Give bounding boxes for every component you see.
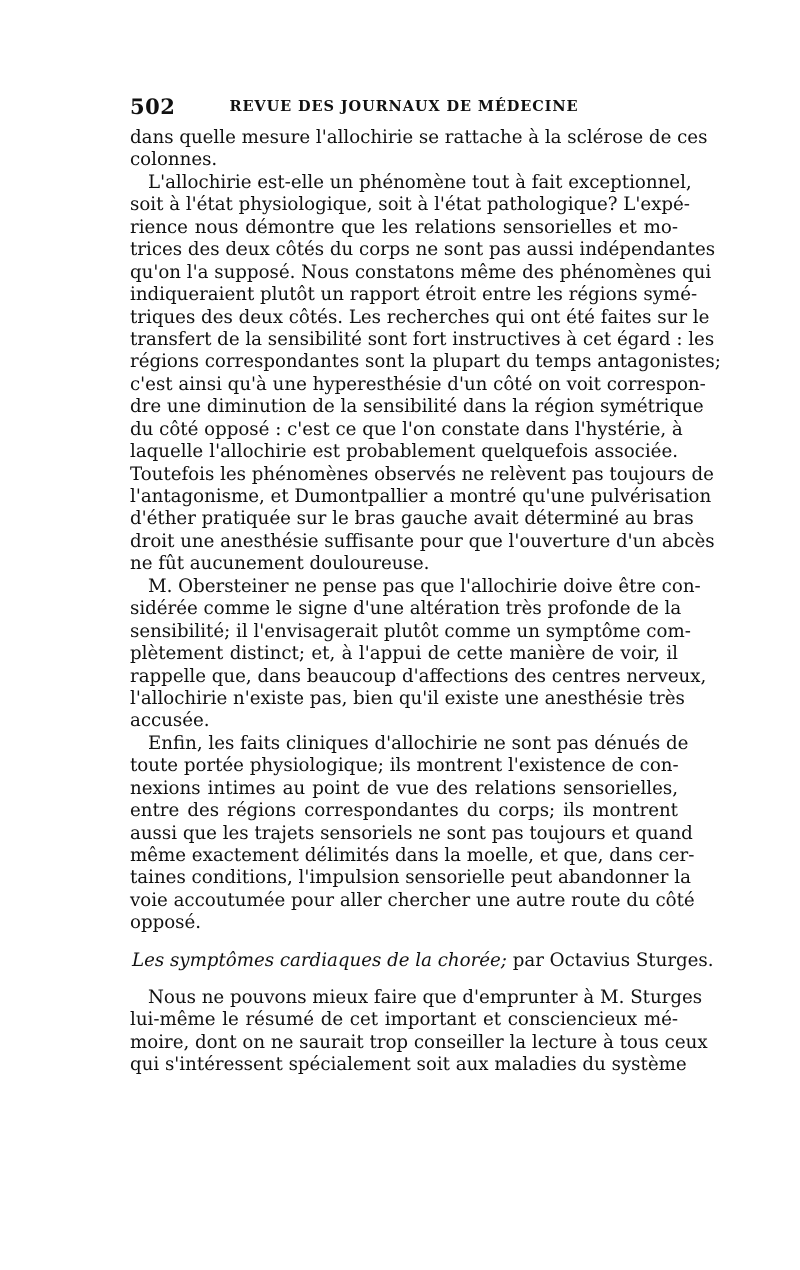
text-line: toute portée physiologique; ils montrent l'existence de con- — [130, 755, 679, 777]
section-title-italic: Les symptômes cardiaques de la chorée; — [132, 949, 507, 971]
text-line: qui s'intéressent spécialement soit aux maladies du système — [130, 1054, 687, 1076]
text-line: droit une anesthésie suffisante pour que l'ouverture d'un abcès — [130, 530, 715, 552]
paragraph-2 — [130, 171, 721, 576]
text-line: opposé. — [130, 912, 202, 934]
text-line: taines conditions, l'impulsion sensorielle peut abandonner la — [130, 867, 691, 889]
text-line: dans quelle mesure l'allochirie se rattache à la sclérose de ces — [130, 127, 708, 148]
text-line: rappelle que, dans beaucoup d'affections des centres nerveux, — [130, 665, 707, 687]
text-line: indiqueraient plutôt un rapport étroit entre les régions symé- — [130, 284, 698, 306]
spacer — [130, 973, 678, 987]
section-title-author: par Octavius Sturges. — [506, 949, 714, 971]
text-line: c'est ainsi qu'à une hyperesthésie d'un côté on voit correspon- — [130, 373, 706, 395]
running-head: REVUE DES JOURNAUX DE MÉDECINE — [229, 98, 579, 115]
text-line: du côté opposé : c'est ce que l'on constate dans l'hystérie, à — [130, 418, 683, 440]
page-header — [130, 94, 678, 119]
text-line: nexions intimes au point de vue des relations sensorielles, — [130, 777, 678, 799]
text-line: Toutefois les phénomènes observés ne relèvent pas toujours de — [130, 463, 714, 485]
paragraph-1 — [130, 127, 708, 172]
section-title — [130, 949, 714, 973]
text-line: sensibilité; il l'envisagerait plutôt comme un symptôme com- — [130, 620, 691, 642]
text-line: ne fût aucunement douloureuse. — [130, 553, 430, 575]
body-text — [130, 127, 721, 1077]
text-line: régions correspondantes sont la plupart du temps antagonistes; — [130, 351, 721, 373]
text-line: moire, dont on ne saurait trop conseiller la lecture à tous ceux — [130, 1031, 708, 1053]
text-line: triques des deux côtés. Les recherches qui ont été faites sur le — [130, 306, 710, 328]
text-line: sidérée comme le signe d'une altération très profonde de la — [130, 598, 682, 620]
text-line: même exactement délimités dans la moelle, et que, dans cer- — [130, 845, 695, 866]
paragraph-4 — [130, 732, 695, 935]
page-number: 502 — [130, 94, 176, 119]
text-line: d'éther pratiquée sur le bras gauche avait déterminé au bras — [130, 508, 694, 530]
text-line: transfert de la sensibilité sont fort instructives à cet égard : les — [130, 328, 715, 350]
text-line: Enfin, les faits cliniques d'allochirie ne sont pas dénués de — [148, 732, 689, 754]
text-line: lui-même le résumé de cet important et consciencieux mé- — [130, 1009, 678, 1031]
paragraph-5 — [130, 986, 708, 1077]
spacer — [130, 935, 678, 949]
text-line: entre des régions correspondantes du corps; ils montrent — [130, 800, 678, 822]
text-line: L'allochirie est-elle un phénomène tout à fait exceptionnel, — [148, 171, 692, 193]
text-line: l'antagonisme, et Dumontpallier a montré qu'une pulvérisation — [130, 486, 712, 507]
text-line: plètement distinct; et, à l'appui de cette manière de voir, il — [130, 643, 678, 665]
text-line: qu'on l'a supposé. Nous constatons même des phénomènes qui — [130, 261, 712, 283]
text-line: colonnes. — [130, 149, 218, 171]
text-line: voie accoutumée pour aller chercher une autre route du côté — [130, 889, 695, 911]
text-line: dre une diminution de la sensibilité dans la région symétrique — [130, 396, 704, 418]
text-line: soit à l'état physiologique, soit à l'état pathologique? L'expé- — [130, 194, 690, 216]
text-line: accusée. — [130, 710, 210, 732]
text-line: l'allochirie n'existe pas, bien qu'il existe une anesthésie très — [130, 687, 685, 709]
text-line: aussi que les trajets sensoriels ne sont pas toujours et quand — [130, 822, 693, 844]
paragraph-3 — [130, 575, 707, 733]
text-line: rience nous démontre que les relations sensorielles et mo- — [130, 216, 678, 238]
text-line: laquelle l'allochirie est probablement quelquefois associée. — [130, 441, 678, 463]
text-line: Nous ne pouvons mieux faire que d'emprunter à M. Sturges — [148, 986, 703, 1008]
text-line: trices des deux côtés du corps ne sont pas aussi indépendantes — [130, 239, 716, 261]
text-line: M. Obersteiner ne pense pas que l'allochirie doive être con- — [148, 575, 701, 597]
